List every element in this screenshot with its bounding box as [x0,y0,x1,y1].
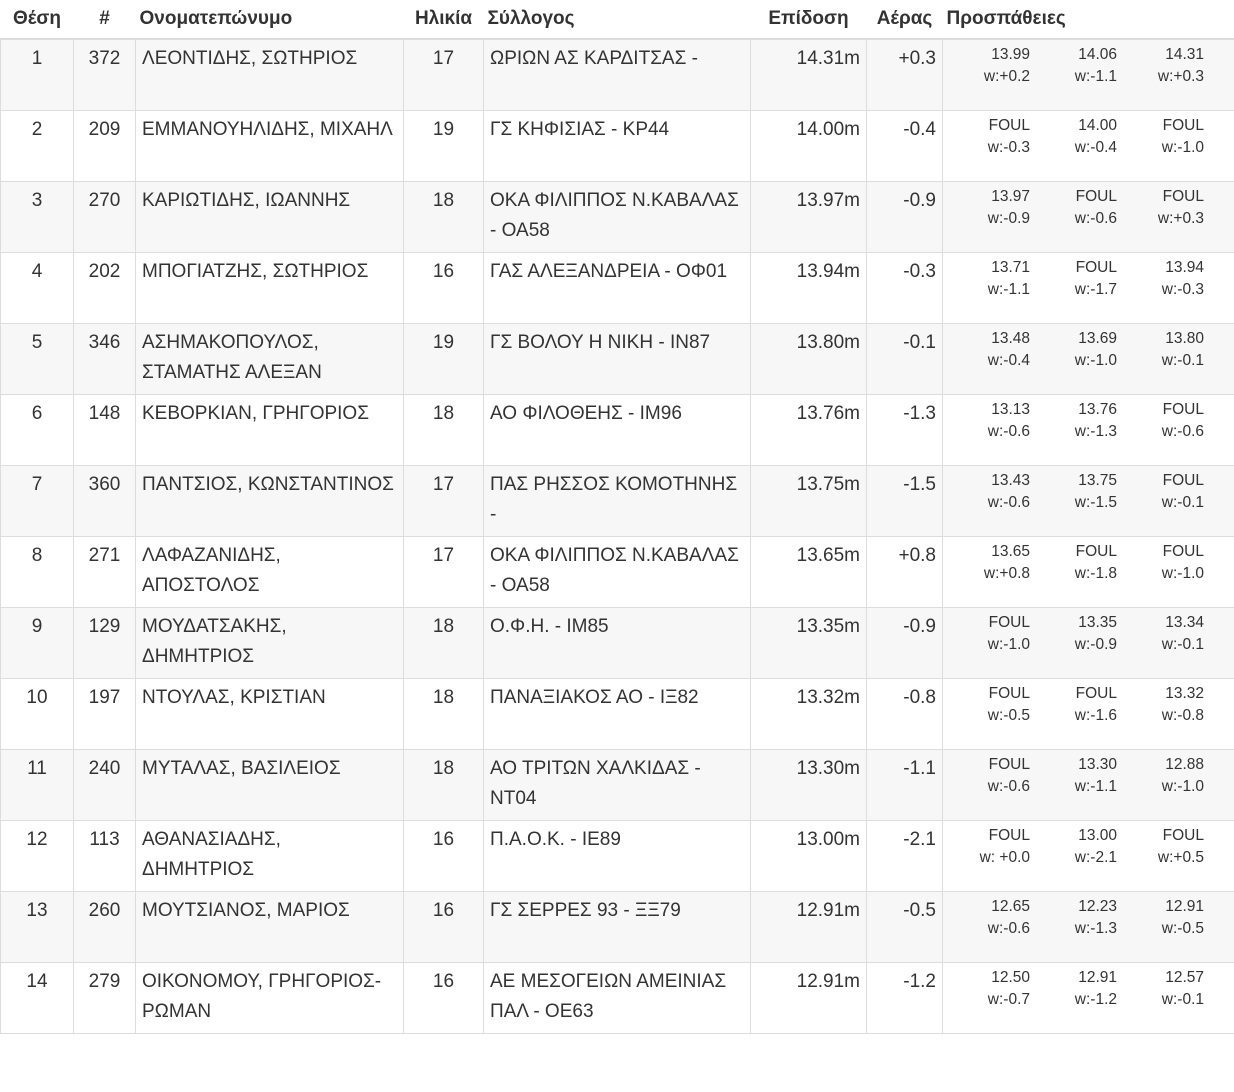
attempt-wind: w:-0.3 [1161,280,1204,298]
bib-cell: 202 [74,252,136,323]
attempt-mark: FOUL [1075,684,1117,702]
attempt-wind: w:-1.0 [1074,351,1117,369]
attempt-mark: FOUL [988,826,1030,844]
name-cell: ΟΙΚΟΝΟΜΟΥ, ΓΡΗΓΟΡΙΟΣ-ΡΩΜΑΝ [136,962,404,1033]
attempt-mark: 13.94 [1165,258,1204,276]
attempt-mark: 13.80 [1165,329,1204,347]
club-cell: Π.Α.Ο.Κ. - ΙΕ89 [484,820,751,891]
attempts-cell [943,39,1234,110]
table-row [1,891,1234,962]
place-cell: 9 [1,607,74,678]
header-age[interactable]: Ηλικία [404,0,484,39]
attempt-wind: w:-0.5 [1161,919,1204,937]
name-cell: ΜΠΟΓΙΑΤΖΗΣ, ΣΩΤΗΡΙΟΣ [136,252,404,323]
place-cell: 5 [1,323,74,394]
attempts-list [943,608,1234,656]
attempt-wind: w:-1.1 [1074,68,1117,85]
attempt-mark: FOUL [988,755,1030,773]
name-cell: ΠΑΝΤΣΙΟΣ, ΚΩΝΣΤΑΝΤΙΝΟΣ [136,465,404,536]
wind-cell: -1.1 [867,749,943,820]
attempt [943,44,1030,88]
club-cell: ΟΚΑ ΦΙΛΙΠΠΟΣ Ν.ΚΑΒΑΛΑΣ - ΟΑ58 [484,536,751,607]
attempt-mark: 13.48 [991,329,1030,347]
club-cell: Ο.Φ.Η. - ΙΜ85 [484,607,751,678]
attempt-mark: 13.30 [1078,755,1117,773]
attempt [1117,328,1204,372]
age-cell: 16 [404,252,484,323]
name-cell: ΕΜΜΑΝΟΥΗΛΙΔΗΣ, ΜΙΧΑΗΛ [136,110,404,181]
attempt [1030,186,1117,230]
table-row [1,749,1234,820]
mark-cell: 13.80m [751,323,867,394]
mark-cell: 13.65m [751,536,867,607]
attempts-cell [943,536,1234,607]
attempt-mark: 12.23 [1078,897,1117,915]
attempt-mark: FOUL [1075,187,1117,205]
header-place[interactable]: Θέση [1,0,74,39]
attempt-mark: 13.69 [1078,329,1117,347]
age-cell: 18 [404,394,484,465]
wind-cell: -1.2 [867,962,943,1033]
table-row [1,181,1234,252]
attempt-mark: 13.32 [1165,684,1204,702]
attempts-list [943,963,1234,1011]
attempt-wind: w:-0.6 [987,422,1030,440]
attempt [1030,896,1117,940]
attempt-wind: w:+0.8 [983,564,1030,582]
wind-cell: -1.5 [867,465,943,536]
attempt-mark: 13.13 [991,400,1030,418]
table-row [1,678,1234,749]
attempt-mark: FOUL [988,116,1030,134]
mark-cell: 14.31m [751,39,867,110]
bib-cell: 113 [74,820,136,891]
age-cell: 18 [404,749,484,820]
attempt-wind: w:-1.1 [1074,777,1117,795]
attempt-wind: w:-0.4 [987,351,1030,369]
attempts-list [943,466,1234,514]
wind-cell: -0.9 [867,181,943,252]
place-cell: 14 [1,962,74,1033]
attempt-wind: w:+0.3 [1157,209,1204,227]
mark-cell: 13.32m [751,678,867,749]
place-cell: 2 [1,110,74,181]
attempt-wind: w:-1.2 [1074,990,1117,1008]
bib-cell: 240 [74,749,136,820]
attempt-mark: 12.50 [991,968,1030,986]
attempt [943,754,1030,798]
attempt [1030,257,1117,301]
age-cell: 19 [404,323,484,394]
header-row [1,0,1234,39]
attempt-wind: w:-1.5 [1074,493,1117,511]
attempt-mark: 14.31 [1165,46,1204,63]
attempt-wind: w:-0.1 [1161,635,1204,653]
attempt-wind: w:-0.1 [1161,351,1204,369]
attempts-list [943,324,1234,372]
name-cell: ΜΟΥΔΑΤΣΑΚΗΣ, ΔΗΜΗΤΡΙΟΣ [136,607,404,678]
attempt [1030,612,1117,656]
wind-cell: +0.3 [867,39,943,110]
attempt [1030,967,1117,1011]
attempt-mark: FOUL [1075,542,1117,560]
attempt [943,186,1030,230]
attempt-mark: FOUL [1162,542,1204,560]
club-cell: ΟΚΑ ΦΙΛΙΠΠΟΣ Ν.ΚΑΒΑΛΑΣ - ΟΑ58 [484,181,751,252]
mark-cell: 13.94m [751,252,867,323]
attempt-mark: FOUL [1162,187,1204,205]
age-cell: 18 [404,181,484,252]
attempt-wind: w:+0.5 [1157,848,1204,866]
attempts-cell [943,962,1234,1033]
table-row [1,252,1234,323]
attempt-mark: FOUL [988,613,1030,631]
attempt-mark: 12.91 [1165,897,1204,915]
attempts-list [943,679,1234,727]
attempt [1117,186,1204,230]
attempt-wind: w:-0.1 [1161,493,1204,511]
attempts-list [943,395,1234,443]
club-cell: ΓΣ ΒΟΛΟΥ Η ΝΙΚΗ - ΙΝ87 [484,323,751,394]
place-cell: 11 [1,749,74,820]
attempt [1117,470,1204,514]
attempt [943,115,1030,159]
attempts-cell [943,394,1234,465]
table-row [1,536,1234,607]
attempt [1030,825,1117,869]
club-cell: ΓΣ ΣΕΡΡΕΣ 93 - ΞΞ79 [484,891,751,962]
attempt [943,328,1030,372]
attempt-wind: w:-0.9 [1074,635,1117,653]
attempt-mark: 14.06 [1078,46,1117,63]
wind-cell: -2.1 [867,820,943,891]
attempt-wind: w:-1.0 [1161,564,1204,582]
attempt [1117,44,1204,88]
mark-cell: 13.76m [751,394,867,465]
age-cell: 17 [404,536,484,607]
name-cell: ΜΟΥΤΣΙΑΝΟΣ, ΜΑΡΙΟΣ [136,891,404,962]
mark-cell: 13.97m [751,181,867,252]
attempt-mark: 12.65 [991,897,1030,915]
name-cell: ΑΣΗΜΑΚΟΠΟΥΛΟΣ, ΣΤΑΜΑΤΗΣ ΑΛΕΞΑΝ [136,323,404,394]
table-row [1,394,1234,465]
bib-cell: 148 [74,394,136,465]
attempt [1117,257,1204,301]
place-cell: 4 [1,252,74,323]
club-cell: ΑΕ ΜΕΣΟΓΕΙΩΝ ΑΜΕΙΝΙΑΣ ΠΑΛ - ΟΕ63 [484,962,751,1033]
club-cell: ΠΑΝΑΞΙΑΚΟΣ ΑΟ - ΙΞ82 [484,678,751,749]
attempts-list [943,821,1234,869]
header-bib[interactable]: # [74,0,136,39]
mark-cell: 13.35m [751,607,867,678]
attempts-cell [943,607,1234,678]
attempt-mark: 12.91 [1078,968,1117,986]
table-row [1,465,1234,536]
attempt-wind: w:+0.2 [983,68,1030,85]
attempts-list [943,750,1234,798]
attempts-cell [943,110,1234,181]
place-cell: 6 [1,394,74,465]
attempt [943,541,1030,585]
attempt-wind: w:-0.6 [1074,209,1117,227]
name-cell: ΝΤΟΥΛΑΣ, ΚΡΙΣΤΙΑΝ [136,678,404,749]
attempt-mark: FOUL [1162,471,1204,489]
place-cell: 1 [1,39,74,110]
name-cell: ΛΑΦΑΖΑΝΙΔΗΣ, ΑΠΟΣΤΟΛΟΣ [136,536,404,607]
attempt-mark: FOUL [988,684,1030,702]
attempt-wind: w:+0.3 [1157,68,1204,85]
attempts-cell [943,181,1234,252]
place-cell: 10 [1,678,74,749]
header-wind[interactable]: Αέρας [867,0,943,39]
attempt-mark: 12.88 [1165,755,1204,773]
place-cell: 7 [1,465,74,536]
attempt-wind: w: +0.0 [979,848,1030,866]
attempt-wind: w:-0.3 [987,138,1030,156]
attempt-wind: w:-0.1 [1161,990,1204,1008]
attempt-wind: w:-2.1 [1074,848,1117,866]
attempt-mark: FOUL [1162,116,1204,134]
attempt-wind: w:-0.6 [987,777,1030,795]
attempts-cell [943,252,1234,323]
attempt-wind: w:-1.6 [1074,706,1117,724]
mark-cell: 12.91m [751,962,867,1033]
table-row [1,607,1234,678]
attempts-list [943,253,1234,301]
attempts-list [943,111,1234,159]
attempt [1030,328,1117,372]
attempt-wind: w:-0.6 [987,493,1030,511]
attempt [1030,115,1117,159]
attempt [1030,44,1117,88]
wind-cell: -0.9 [867,607,943,678]
attempts-cell [943,323,1234,394]
name-cell: ΜΥΤΑΛΑΣ, ΒΑΣΙΛΕΙΟΣ [136,749,404,820]
attempt-mark: 13.99 [991,46,1030,63]
attempt-wind: w:-1.8 [1074,564,1117,582]
bib-cell: 209 [74,110,136,181]
attempt [1117,399,1204,443]
attempt-mark: FOUL [1075,258,1117,276]
attempt-wind: w:-0.6 [987,919,1030,937]
name-cell: ΛΕΟΝΤΙΔΗΣ, ΣΩΤΗΡΙΟΣ [136,39,404,110]
bib-cell: 372 [74,39,136,110]
attempt-mark: 13.97 [991,187,1030,205]
header-attempts[interactable]: Προσπάθειες [943,0,1234,39]
attempt [943,967,1030,1011]
attempt-mark: 13.76 [1078,400,1117,418]
place-cell: 3 [1,181,74,252]
table-row [1,39,1234,110]
attempt-mark: 13.43 [991,471,1030,489]
name-cell: ΚΑΡΙΩΤΙΔΗΣ, ΙΩΑΝΝΗΣ [136,181,404,252]
attempt-wind: w:-0.7 [987,990,1030,1008]
club-cell: ΓΑΣ ΑΛΕΞΑΝΔΡΕΙΑ - ΟΦ01 [484,252,751,323]
attempt [943,470,1030,514]
mark-cell: 14.00m [751,110,867,181]
attempt-mark: 14.00 [1078,116,1117,134]
bib-cell: 270 [74,181,136,252]
attempt [1117,541,1204,585]
place-cell: 13 [1,891,74,962]
age-cell: 17 [404,39,484,110]
bib-cell: 271 [74,536,136,607]
table-row [1,820,1234,891]
header-mark[interactable]: Επίδοση [751,0,867,39]
bib-cell: 360 [74,465,136,536]
attempt-wind: w:-0.9 [987,209,1030,227]
wind-cell: -0.1 [867,323,943,394]
attempt-wind: w:-1.3 [1074,919,1117,937]
attempt [1117,967,1204,1011]
attempt-mark: 13.71 [991,258,1030,276]
bib-cell: 260 [74,891,136,962]
attempt-wind: w:-0.8 [1161,706,1204,724]
attempt-wind: w:-0.4 [1074,138,1117,156]
attempt-mark: 13.65 [991,542,1030,560]
attempts-list [943,182,1234,230]
attempt-mark: 13.34 [1165,613,1204,631]
attempts-list [943,537,1234,585]
attempt [1117,754,1204,798]
attempts-cell [943,891,1234,962]
mark-cell: 13.75m [751,465,867,536]
club-cell: ΑΟ ΤΡΙΤΩΝ ΧΑΛΚΙΔΑΣ - ΝΤ04 [484,749,751,820]
attempt-mark: FOUL [1162,400,1204,418]
club-cell: ΩΡΙΩΝ ΑΣ ΚΑΡΔΙΤΣΑΣ - [484,39,751,110]
mark-cell: 13.00m [751,820,867,891]
wind-cell: -0.8 [867,678,943,749]
attempt [943,612,1030,656]
attempts-cell [943,820,1234,891]
attempt-mark: 12.57 [1165,968,1204,986]
attempt-wind: w:-1.0 [1161,777,1204,795]
age-cell: 16 [404,820,484,891]
attempts-cell [943,678,1234,749]
bib-cell: 197 [74,678,136,749]
attempt [1030,754,1117,798]
header-club[interactable]: Σύλλογος [484,0,751,39]
wind-cell: -0.5 [867,891,943,962]
table-row [1,110,1234,181]
attempt [1117,896,1204,940]
attempt [943,399,1030,443]
club-cell: ΠΑΣ ΡΗΣΣΟΣ ΚΟΜΟΤΗΝΗΣ - [484,465,751,536]
age-cell: 16 [404,891,484,962]
attempts-cell [943,749,1234,820]
age-cell: 18 [404,678,484,749]
attempt-wind: w:-0.6 [1161,422,1204,440]
attempt [943,896,1030,940]
attempt [943,683,1030,727]
attempt [1030,683,1117,727]
name-cell: ΚΕΒΟΡΚΙΑΝ, ΓΡΗΓΟΡΙΟΣ [136,394,404,465]
wind-cell: -0.3 [867,252,943,323]
attempt [1030,541,1117,585]
age-cell: 18 [404,607,484,678]
table-row [1,962,1234,1033]
attempt-wind: w:-1.1 [987,280,1030,298]
attempt-wind: w:-1.0 [1161,138,1204,156]
wind-cell: -1.3 [867,394,943,465]
bib-cell: 129 [74,607,136,678]
wind-cell: -0.4 [867,110,943,181]
attempt [1117,683,1204,727]
attempt-wind: w:-1.3 [1074,422,1117,440]
place-cell: 8 [1,536,74,607]
attempt [1117,612,1204,656]
attempts-list [943,892,1234,940]
club-cell: ΑΟ ΦΙΛΟΘΕΗΣ - ΙΜ96 [484,394,751,465]
name-cell: ΑΘΑΝΑΣΙΑΔΗΣ, ΔΗΜΗΤΡΙΟΣ [136,820,404,891]
age-cell: 17 [404,465,484,536]
header-name[interactable]: Ονοματεπώνυμο [136,0,404,39]
attempt [943,257,1030,301]
attempt-mark: 13.75 [1078,471,1117,489]
mark-cell: 12.91m [751,891,867,962]
bib-cell: 279 [74,962,136,1033]
attempt [943,825,1030,869]
attempt [1117,115,1204,159]
attempt [1030,470,1117,514]
attempts-list [943,40,1234,88]
attempt-wind: w:-0.5 [987,706,1030,724]
attempt-wind: w:-1.7 [1074,280,1117,298]
attempt [1117,825,1204,869]
bib-cell: 346 [74,323,136,394]
attempt-mark: FOUL [1162,826,1204,844]
club-cell: ΓΣ ΚΗΦΙΣΙΑΣ - ΚΡ44 [484,110,751,181]
table-row [1,323,1234,394]
attempt-mark: 13.00 [1078,826,1117,844]
attempts-cell [943,465,1234,536]
attempt-mark: 13.35 [1078,613,1117,631]
age-cell: 19 [404,110,484,181]
attempt-wind: w:-1.0 [987,635,1030,653]
mark-cell: 13.30m [751,749,867,820]
wind-cell: +0.8 [867,536,943,607]
attempt [1030,399,1117,443]
age-cell: 16 [404,962,484,1033]
place-cell: 12 [1,820,74,891]
